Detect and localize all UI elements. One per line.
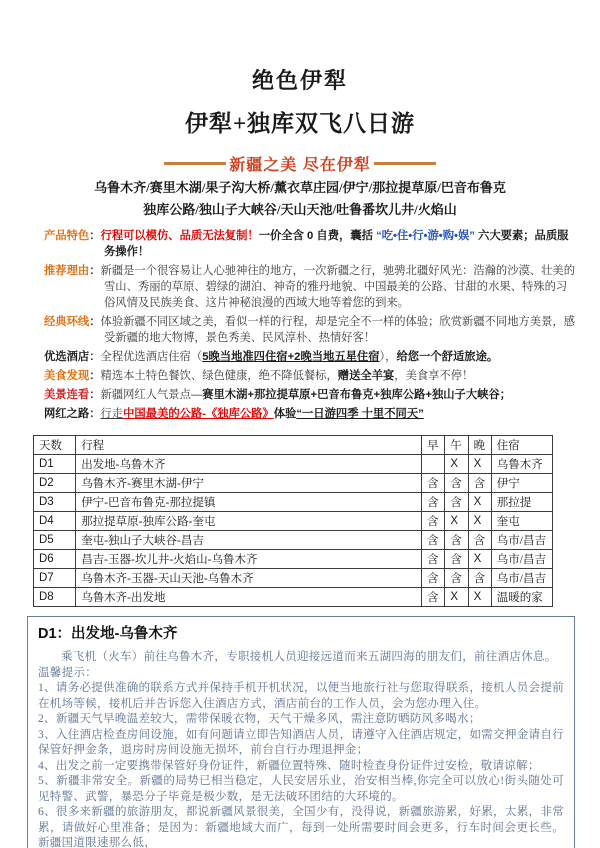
breakfast-cell: 含 [422, 569, 445, 588]
column-header: 晚 [468, 436, 491, 455]
table-row [34, 588, 553, 607]
feature-text-segment: 体验新疆不同区域之美，看似一样的行程，却是完全不一样的体验；欣赏新疆不同地方美景，感受新疆的地大物博，景色秀美、民风淳朴、热情好客！ [100, 316, 575, 344]
feature-text-segment: 5晚当地准四住宿+2晚当地五星住宿 [202, 351, 380, 363]
day-cell: D2 [34, 474, 76, 493]
lunch-cell: 含 [445, 531, 468, 550]
route-cell: 乌鲁木齐-赛里木湖-伊宁 [76, 474, 422, 493]
features-list [44, 228, 576, 422]
tip-item: 5、新疆非常安全。新疆的局势已相当稳定，人民安居乐业，治安相当棒,你完全可以放心!街头随处可见特警、武警，暴恐分子毕竟是极少数，是无法破环团结的大环境的。 [38, 775, 564, 803]
feature-text-segment: “一日游四季 十里不同天” [296, 408, 424, 420]
dinner-cell: X [468, 588, 491, 607]
column-header: 午 [445, 436, 468, 455]
route-cell: 乌鲁木齐-玉器-天山天池-乌鲁木齐 [76, 569, 422, 588]
lunch-cell: X [445, 588, 468, 607]
stay-cell: 那拉提 [491, 493, 552, 512]
feature-colon: ： [89, 265, 101, 277]
tagline-text: 新疆之美 尽在伊犁 [229, 157, 371, 174]
route-cell: 奎屯-独山子大峡谷-昌吉 [76, 531, 422, 550]
day-cell: D7 [34, 569, 76, 588]
table-row [34, 493, 553, 512]
feature-item [44, 263, 576, 311]
tip-item: 2、新疆天气早晚温差较大，需带保暖衣物，天气干燥多风，需注意防晒防风多喝水； [38, 713, 481, 725]
lunch-cell: 含 [445, 569, 468, 588]
route-cell: 伊宁-巴音布鲁克-那拉提镇 [76, 493, 422, 512]
itinerary-table-head [34, 436, 553, 455]
destinations-line-1: 乌鲁木齐/赛里木湖/果子沟大桥/薰衣草庄园/伊宁/那拉提草原/巴音布鲁克 [94, 180, 506, 195]
stay-cell: 温暖的家 [491, 588, 552, 607]
stay-cell: 乌市/昌吉 [491, 531, 552, 550]
stay-cell: 乌市/昌吉 [491, 569, 552, 588]
tagline-left-rule [164, 162, 226, 165]
feature-item [44, 368, 576, 384]
day-cell: D4 [34, 512, 76, 531]
header-row [34, 436, 553, 455]
breakfast-cell: 含 [422, 512, 445, 531]
route-cell: 那拉提草原-独库公路-奎屯 [76, 512, 422, 531]
dinner-cell: 含 [468, 531, 491, 550]
lunch-cell: 含 [445, 474, 468, 493]
feature-text-segment: 新疆是一个很容易让人心驰神往的地方，一次新疆之行，驰骋北疆好风光：浩瀚的沙漠、壮美的雪山、秀丽的草原、碧绿的湖泊、神奇的雅丹地貌、中国最美的公路、甘甜的水果、特殊的习俗风情及民族美食、这片神秘浪漫的西域大地等着您的到来。 [100, 265, 575, 309]
feature-label: 推荐理由 [44, 265, 90, 277]
tip-item: 3、入住酒店检查房间设施，如有问题请立即告知酒店人员，请遵守入住酒店规定，如需交押金请自行保管好押金条，退房时房间设施无损坏，前台自行办理退押金； [38, 728, 564, 756]
column-header: 早 [422, 436, 445, 455]
dinner-cell: 含 [468, 569, 491, 588]
stay-cell: 乌市/昌吉 [491, 550, 552, 569]
feature-label: 网红之路 [44, 408, 90, 420]
feature-text-segment: 赛里木湖+那拉提草原+巴音布鲁克+独库公路+独山子大峡谷； [202, 389, 512, 401]
route-cell: 出发地-乌鲁木齐 [76, 455, 422, 474]
stay-cell: 伊宁 [491, 474, 552, 493]
table-row [34, 569, 553, 588]
column-header: 行程 [76, 436, 422, 455]
dinner-cell: X [468, 512, 491, 531]
dinner-cell: X [468, 455, 491, 474]
feature-item [44, 406, 576, 422]
table-row [34, 531, 553, 550]
route-cell: 乌鲁木齐-出发地 [76, 588, 422, 607]
feature-text-segment: 中国最美的公路-《独库公路》 [123, 408, 274, 420]
feature-colon: ： [89, 230, 101, 242]
feature-text-segment: 赠送全羊宴 [337, 370, 395, 382]
feature-text-segment: 全程优选酒店住宿（ [100, 351, 203, 363]
feature-text-segment: ，囊括 [339, 230, 377, 242]
breakfast-cell: 含 [422, 474, 445, 493]
itinerary-table-body [34, 455, 553, 607]
stay-cell: 乌鲁木齐 [491, 455, 552, 474]
feature-text-segment: 六大要素；品质服务操作！ [104, 230, 569, 258]
tagline [0, 152, 600, 175]
dinner-cell: 含 [468, 474, 491, 493]
table-row [34, 512, 553, 531]
feature-colon: ： [89, 351, 101, 363]
tips-list [38, 681, 564, 848]
day-cell: D3 [34, 493, 76, 512]
breakfast-cell: 含 [422, 493, 445, 512]
tip-item: 6、很多来新疆的旅游朋友，都说新疆风景很美，全国少有，没得说，新疆旅游累，好累，太累，非常累，请做好心里准备；是因为：新疆地域大而广，每到一处所需要时间会更多，行车时间会更长些。新疆国道限速那么低， [38, 806, 564, 848]
column-header: 住宿 [491, 436, 552, 455]
day-cell: D5 [34, 531, 76, 550]
feature-text-segment: 精选本土特色餐饮、绿色健康，绝不降低餐标， [100, 370, 338, 382]
page-title: 绝色伊犁 [251, 68, 348, 93]
feature-label: 美食发现 [44, 370, 90, 382]
feature-label: 美景连看 [44, 389, 90, 401]
feature-label: 优选酒店 [44, 351, 90, 363]
breakfast-cell [422, 455, 445, 474]
feature-item [44, 349, 576, 365]
column-header: 天数 [34, 436, 76, 455]
feature-item [44, 228, 576, 260]
stay-cell: 奎屯 [491, 512, 552, 531]
feature-text-segment: “吃•住•行•游•购•娱” [376, 230, 475, 242]
lunch-cell: X [445, 455, 468, 474]
feature-colon: ： [89, 370, 101, 382]
feature-text-segment: ，美食享不停！ [394, 370, 474, 382]
day-cell: D6 [34, 550, 76, 569]
route-cell: 昌吉-玉器-坎儿井-火焰山-乌鲁木齐 [76, 550, 422, 569]
feature-text-segment: 给您一个舒适旅途。 [396, 351, 499, 363]
feature-item [44, 387, 576, 403]
feature-colon: ： [89, 316, 101, 328]
lunch-cell: 含 [445, 550, 468, 569]
day1-intro: 乘飞机（火车）前往乌鲁木齐，专职接机人员迎接远道而来五湖四海的朋友们，前往酒店休息。 [61, 651, 557, 663]
feature-colon: ： [89, 408, 101, 420]
tip-item: 1、请务必提供准确的联系方式并保持手机开机状况，以便当地旅行社与您取得联系，接机人员会提前在机场等候，接机后并告诉您入住酒店方式，酒店前台的工作人员，会为您办理入住。 [38, 682, 564, 710]
feature-label: 产品特色 [44, 230, 90, 242]
day-cell: D1 [34, 455, 76, 474]
breakfast-cell: 含 [422, 588, 445, 607]
feature-label: 经典环线 [44, 316, 90, 328]
tip-item: 4、出发之前一定要携带保管好身份证件，新疆位置特殊、随时检查身份证件过安检，敬请谅解； [38, 759, 540, 772]
page-subtitle: 伊犁+独库双飞八日游 [184, 111, 416, 136]
table-row [34, 455, 553, 474]
feature-text-segment: ）， [379, 351, 397, 363]
feature-text-segment: 行走 [100, 408, 124, 420]
table-row [34, 550, 553, 569]
breakfast-cell: 含 [422, 531, 445, 550]
dinner-cell: X [468, 550, 491, 569]
itinerary-table [33, 435, 553, 607]
lunch-cell: 含 [445, 493, 468, 512]
tagline-right-rule [374, 162, 436, 165]
table-row [34, 474, 553, 493]
feature-text-segment: 体验 [273, 408, 297, 420]
day1-heading: D1：出发地-乌鲁木齐 [38, 626, 178, 642]
feature-text-segment: 行程可以模仿、品质无法复制！ [100, 230, 259, 242]
feature-text-segment: 新疆网红人气景点— [100, 389, 203, 401]
day-cell: D8 [34, 588, 76, 607]
tips-title: 温馨提示： [38, 666, 97, 679]
dinner-cell: X [468, 493, 491, 512]
lunch-cell: X [445, 512, 468, 531]
destinations-line-2: 独库公路/独山子大峡谷/天山天池/吐鲁番坎儿井/火焰山 [143, 202, 457, 217]
breakfast-cell: 含 [422, 550, 445, 569]
day1-detail-box [27, 616, 575, 848]
feature-colon: ： [89, 389, 101, 401]
day1-body [38, 650, 564, 848]
feature-text-segment: 一价全含 0 自费 [258, 230, 340, 242]
feature-item [44, 314, 576, 346]
